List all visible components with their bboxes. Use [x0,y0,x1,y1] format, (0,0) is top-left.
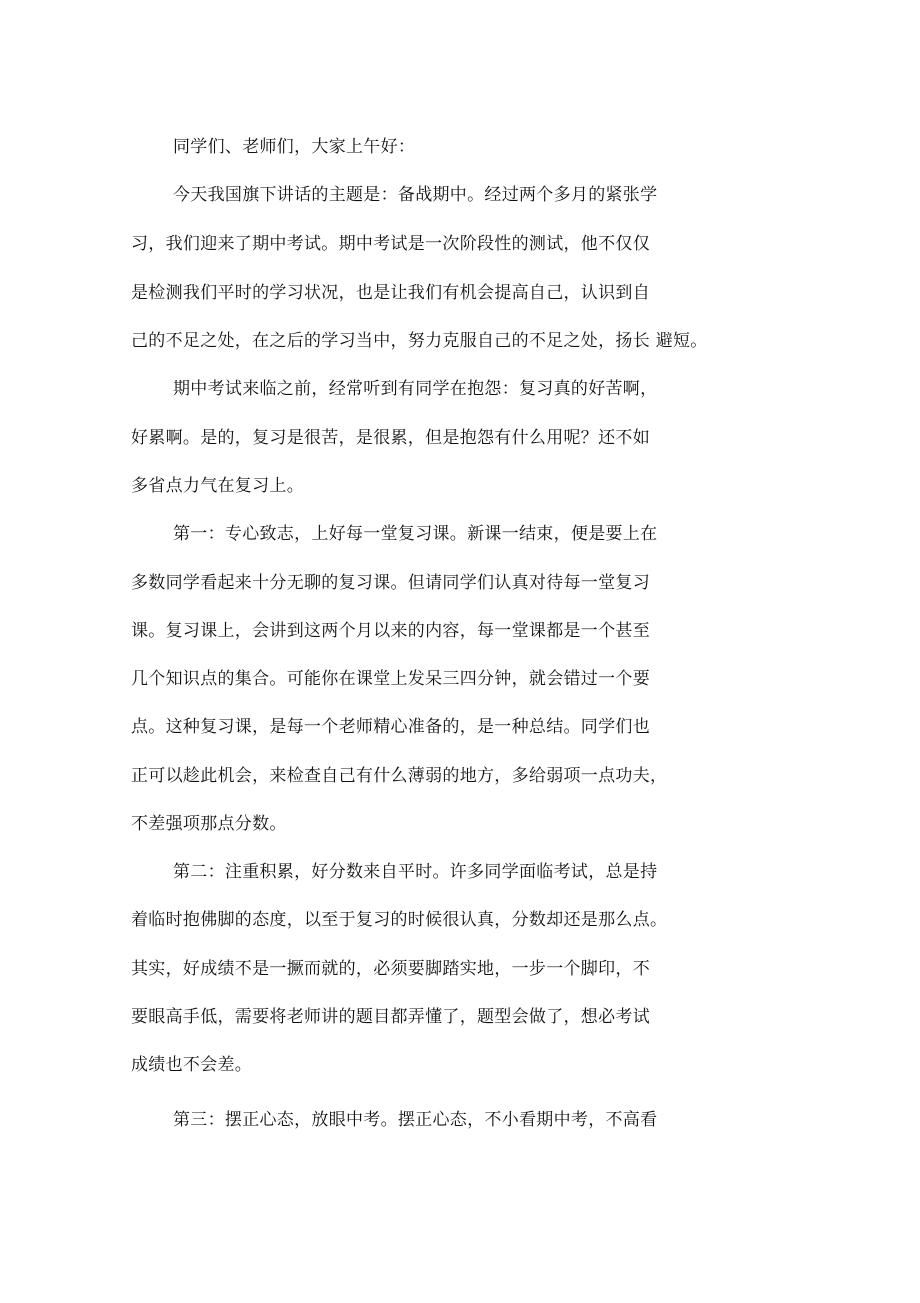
greeting-line: 同学们、老师们，大家上午好： [173,137,416,157]
paragraph-3-line-3: 课。复习课上，会讲到这两个月以来的内容，每一堂课都是一个甚至 [131,621,650,641]
paragraph-3-line-2: 多数同学看起来十分无聊的复习课。但请同学们认真对待每一堂复习 [131,573,650,593]
paragraph-2-line-2: 好累啊。是的，复习是很苦，是很累，但是抱怨有什么用呢？还不如 [131,428,650,448]
paragraph-3-line-5: 点。这种复习课，是每一个老师精心准备的，是一种总结。同学们也 [131,717,650,737]
paragraph-4-line-4: 要眼高手低，需要将老师讲的题目都弄懂了，题型会做了，想必考试 [131,1007,650,1027]
paragraph-3-line-4: 几个知识点的集合。可能你在课堂上发呆三四分钟，就会错过一个要 [131,669,650,689]
paragraph-3-line-1: 第一：专心致志，上好每一堂复习课。新课一结束，便是要上在 [173,524,658,544]
paragraph-4-line-5: 成绩也不会差。 [131,1055,253,1075]
paragraph-4-line-1: 第二：注重积累，好分数来自平时。许多同学面临考试，总是持 [173,862,658,882]
paragraph-3-line-7: 不差强项那点分数。 [131,814,287,834]
paragraph-4-line-3: 其实，好成绩不是一撅而就的，必须要脚踏实地，一步一个脚印，不 [131,959,650,979]
paragraph-1-line-1: 今天我国旗下讲话的主题是：备战期中。经过两个多月的紧张学 [173,185,658,205]
paragraph-1-line-2: 习，我们迎来了期中考试。期中考试是一次阶段性的测试，他不仅仅 [131,234,650,254]
paragraph-2-line-3: 多省点力气在复习上。 [131,476,304,496]
paragraph-1-line-3: 是检测我们平时的学习状况，也是让我们有机会提高自己，认识到自 [131,283,650,303]
paragraph-1-line-4: 己的不足之处，在之后的学习当中，努力克服自己的不足之处，扬长 避短。 [131,331,708,351]
paragraph-3-line-6: 正可以趁此机会，来检查自己有什么薄弱的地方，多给弱项一点功夫， [131,766,668,786]
paragraph-5-line-1: 第三：摆正心态，放眼中考。摆正心态，不小看期中考，不高看 [173,1110,658,1130]
paragraph-2-line-1: 期中考试来临之前，经常听到有同学在抱怨：复习真的好苦啊， [173,379,658,399]
paragraph-4-line-2: 着临时抱佛脚的态度，以至于复习的时候很认真，分数却还是那么点。 [131,910,668,930]
